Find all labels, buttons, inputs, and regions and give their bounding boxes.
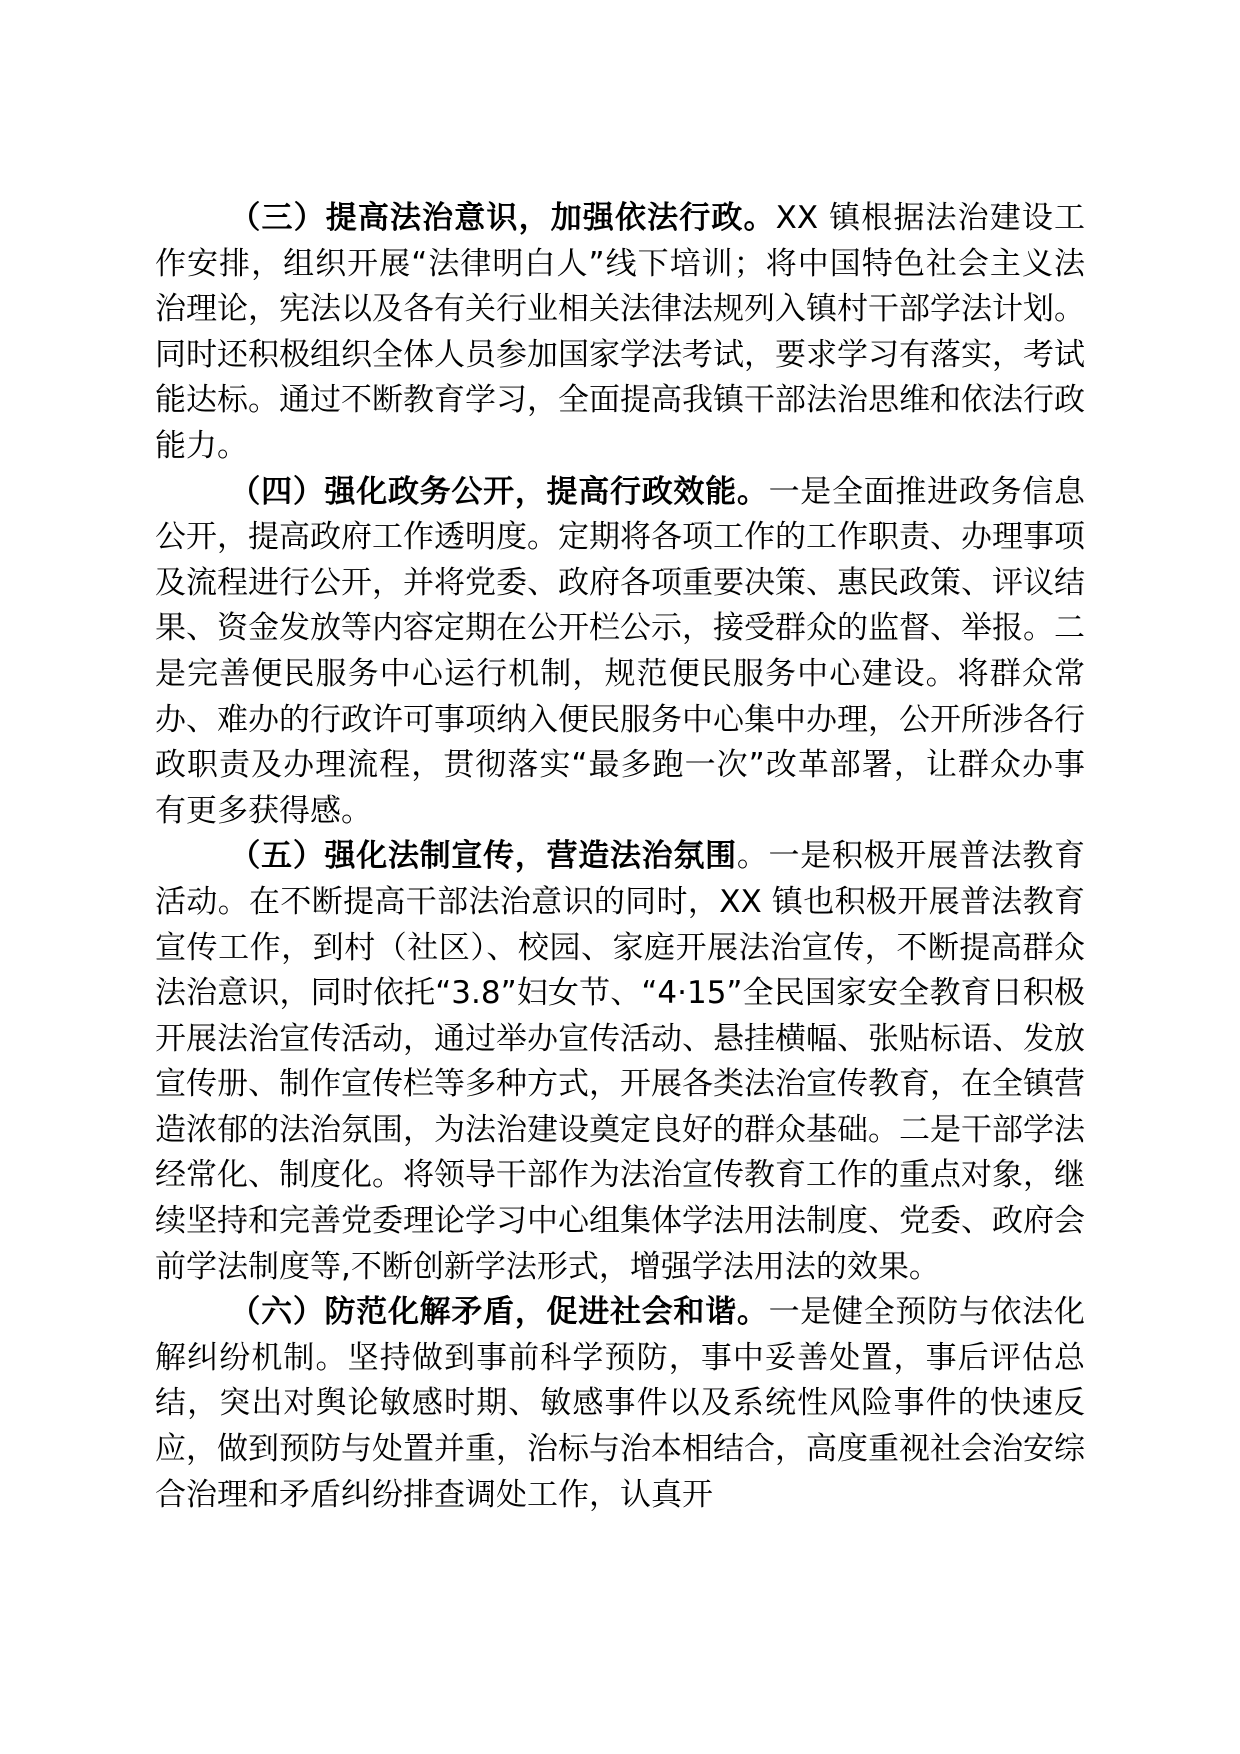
paragraph-6	[155, 1290, 1085, 1518]
paragraph-5-text: 。一是积极开展普法教育活动。在不断提高干部法治意识的同时，XX 镇也积极开展普法教育宣传工作，到村（社区）、校园、家庭开展法治宣传，不断提高群众法治意识，同时依托“3.8”妇女节、“4·15”全民国家安全教育日积极开展法治宣传活动，通过举办宣传活动、悬挂横幅、张贴标语、发放宣传册、制作宣传栏等多种方式，开展各类法治宣传教育，在全镇营造浓郁的法治氛围，为法治建设奠定良好的群众基础。二是干部学法经常化、制度化。将领导干部作为法治宣传教育工作的重点对象，继续坚持和完善党委理论学习中心组集体学法用法制度、党委、政府会前学法制度等,不断创新学法形式，增强学法用法的效果。	[155, 838, 1086, 1285]
paragraph-5-heading: （五）强化法制宣传，营造法治氛围	[229, 838, 737, 875]
paragraph-5	[155, 834, 1085, 1290]
paragraph-4	[155, 470, 1085, 835]
paragraph-4-heading: （四）强化政务公开，提高行政效能。	[229, 473, 769, 510]
paragraph-6-heading: （六）防范化解矛盾，促进社会和谐。	[229, 1294, 769, 1331]
paragraph-4-text: 一是全面推进政务信息公开，提高政府工作透明度。定期将各项工作的工作职责、办理事项及流程进行公开，并将党委、政府各项重要决策、惠民政策、评议结果、资金发放等内容定期在公开栏公示，接受群众的监督、举报。二是完善便民服务中心运行机制，规范便民服务中心建设。将群众常办、难办的行政许可事项纳入便民服务中心集中办理，公开所涉各行政职责及办理流程，贯彻落实“最多跑一次”改革部署，让群众办事有更多获得感。	[155, 473, 1086, 829]
paragraph-3	[155, 196, 1085, 470]
paragraph-6-text: 一是健全预防与依法化解纠纷机制。坚持做到事前科学预防，事中妥善处置，事后评估总结，突出对舆论敏感时期、敏感事件以及系统性风险事件的快速反应，做到预防与处置并重，治标与治本相结合，高度重视社会治安综合治理和矛盾纠纷排查调处工作，认真开	[155, 1294, 1086, 1513]
paragraph-3-heading: （三）提高法治意识，加强依法行政。	[229, 200, 776, 236]
paragraph-3-text: XX 镇根据法治建设工作安排，组织开展“法律明白人”线下培训；将中国特色社会主义法治理论，宪法以及各有关行业相关法律法规列入镇村干部学法计划。同时还积极组织全体人员参加国家学法考试，要求学习有落实，考试能达标。通过不断教育学习，全面提高我镇干部法治思维和依法行政能力。	[155, 200, 1086, 464]
document-body	[155, 196, 1085, 1518]
